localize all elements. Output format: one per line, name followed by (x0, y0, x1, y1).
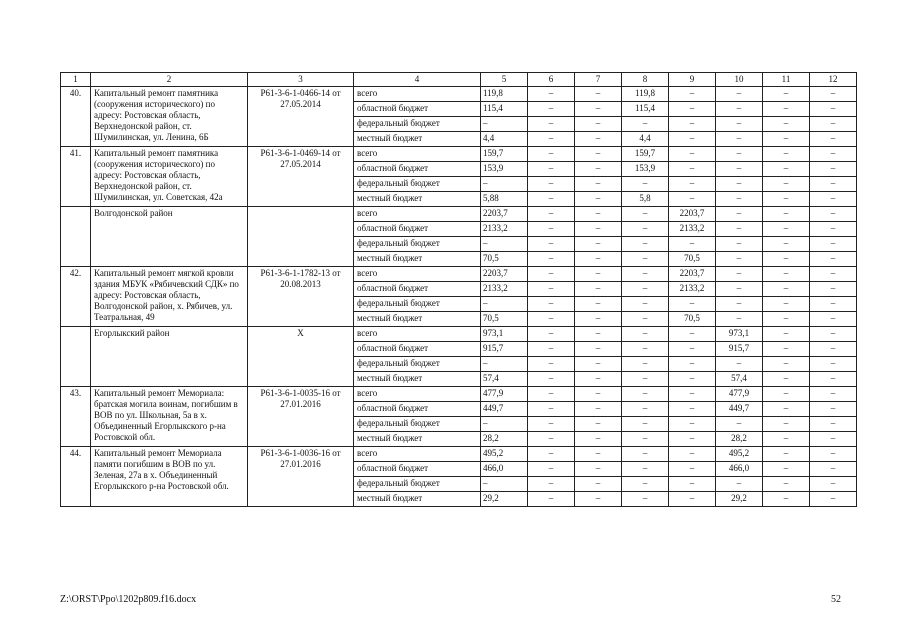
value-cell: – (716, 267, 763, 282)
value-cell: 29,2 (481, 492, 528, 507)
value-cell: – (763, 402, 810, 417)
value-cell: 119,8 (481, 87, 528, 102)
value-cell: 4,4 (622, 132, 669, 147)
value-cell: – (763, 207, 810, 222)
value-cell: – (810, 357, 857, 372)
budget-type: федеральный бюджет (354, 417, 481, 432)
value-cell: – (622, 477, 669, 492)
value-cell: – (575, 387, 622, 402)
value-cell: – (763, 132, 810, 147)
value-cell: – (575, 297, 622, 312)
value-cell: – (810, 102, 857, 117)
value-cell: – (575, 447, 622, 462)
table-row (61, 147, 857, 162)
value-cell: 973,1 (716, 327, 763, 342)
value-cell: – (763, 372, 810, 387)
value-cell: – (575, 162, 622, 177)
value-cell: – (575, 417, 622, 432)
value-cell: – (528, 222, 575, 237)
table-row (61, 87, 857, 102)
value-cell: – (528, 417, 575, 432)
value-cell: – (763, 147, 810, 162)
value-cell: 915,7 (481, 342, 528, 357)
value-cell: – (810, 252, 857, 267)
value-cell: 5,88 (481, 192, 528, 207)
value-cell: 28,2 (481, 432, 528, 447)
value-cell: – (810, 237, 857, 252)
value-cell: – (575, 207, 622, 222)
value-cell: 2203,7 (669, 267, 716, 282)
value-cell: – (575, 372, 622, 387)
value-cell: – (669, 447, 716, 462)
table-row (61, 207, 857, 222)
value-cell: – (810, 447, 857, 462)
value-cell: 153,9 (622, 162, 669, 177)
value-cell: 449,7 (716, 402, 763, 417)
value-cell: – (575, 117, 622, 132)
page-number: 52 (831, 594, 841, 605)
value-cell: – (763, 387, 810, 402)
row-number: 40. (61, 87, 91, 147)
value-cell: – (575, 477, 622, 492)
registration-code: Р61-3-6-1-0466-14 от 27.05.2014 (248, 87, 354, 147)
value-cell: – (622, 282, 669, 297)
row-number: 44. (61, 447, 91, 507)
value-cell: – (481, 417, 528, 432)
value-cell: – (669, 132, 716, 147)
value-cell: – (810, 117, 857, 132)
budget-type: федеральный бюджет (354, 177, 481, 192)
value-cell: – (810, 162, 857, 177)
value-cell: – (669, 477, 716, 492)
value-cell: – (810, 312, 857, 327)
value-cell: – (763, 252, 810, 267)
value-cell: – (810, 342, 857, 357)
value-cell: – (528, 477, 575, 492)
column-number-header-row (61, 73, 857, 87)
value-cell: – (575, 267, 622, 282)
value-cell: – (763, 447, 810, 462)
value-cell: – (528, 147, 575, 162)
value-cell: – (575, 147, 622, 162)
budget-type: областной бюджет (354, 282, 481, 297)
value-cell: – (622, 327, 669, 342)
value-cell: – (669, 372, 716, 387)
value-cell: 477,9 (481, 387, 528, 402)
value-cell: – (575, 132, 622, 147)
value-cell: – (622, 492, 669, 507)
value-cell: – (622, 252, 669, 267)
budget-type: всего (354, 447, 481, 462)
value-cell: 2203,7 (669, 207, 716, 222)
value-cell: – (669, 102, 716, 117)
value-cell: – (810, 87, 857, 102)
budget-type: федеральный бюджет (354, 357, 481, 372)
value-cell: – (716, 477, 763, 492)
value-cell: – (622, 447, 669, 462)
budget-type: всего (354, 207, 481, 222)
value-cell: – (622, 402, 669, 417)
value-cell: – (622, 417, 669, 432)
value-cell: – (481, 357, 528, 372)
value-cell: 2133,2 (481, 222, 528, 237)
value-cell: – (763, 357, 810, 372)
value-cell: – (622, 342, 669, 357)
value-cell: – (528, 312, 575, 327)
value-cell: – (810, 192, 857, 207)
value-cell: – (763, 312, 810, 327)
value-cell: – (481, 477, 528, 492)
column-header: 8 (622, 73, 669, 87)
value-cell: – (716, 297, 763, 312)
value-cell: – (716, 147, 763, 162)
value-cell: 153,9 (481, 162, 528, 177)
value-cell: – (622, 387, 669, 402)
value-cell: – (716, 102, 763, 117)
value-cell: – (669, 162, 716, 177)
row-number (61, 327, 91, 387)
budget-type: местный бюджет (354, 312, 481, 327)
value-cell: – (575, 432, 622, 447)
value-cell: – (622, 312, 669, 327)
value-cell: – (528, 267, 575, 282)
value-cell: 70,5 (481, 252, 528, 267)
value-cell: – (669, 492, 716, 507)
registration-code (248, 207, 354, 267)
value-cell: – (528, 342, 575, 357)
value-cell: 4,4 (481, 132, 528, 147)
column-header: 7 (575, 73, 622, 87)
value-cell: – (669, 192, 716, 207)
value-cell: – (575, 342, 622, 357)
value-cell: – (810, 492, 857, 507)
budget-type: местный бюджет (354, 372, 481, 387)
value-cell: – (575, 282, 622, 297)
value-cell: – (763, 342, 810, 357)
value-cell: – (763, 282, 810, 297)
value-cell: – (669, 297, 716, 312)
value-cell: – (669, 117, 716, 132)
value-cell: – (716, 132, 763, 147)
value-cell: 70,5 (669, 312, 716, 327)
value-cell: – (481, 117, 528, 132)
value-cell: – (622, 177, 669, 192)
column-header: 10 (716, 73, 763, 87)
value-cell: – (669, 327, 716, 342)
budget-type: федеральный бюджет (354, 117, 481, 132)
registration-code: Р61-3-6-1-1782-13 от 20.08.2013 (248, 267, 354, 327)
value-cell: – (810, 417, 857, 432)
table-row (61, 447, 857, 462)
value-cell: – (575, 327, 622, 342)
budget-type: всего (354, 327, 481, 342)
value-cell: 466,0 (481, 462, 528, 477)
value-cell: – (575, 252, 622, 267)
value-cell: – (716, 417, 763, 432)
table-row (61, 327, 857, 342)
budget-type: местный бюджет (354, 432, 481, 447)
value-cell: – (481, 237, 528, 252)
budget-type: местный бюджет (354, 252, 481, 267)
budget-type: всего (354, 147, 481, 162)
value-cell: – (810, 222, 857, 237)
value-cell: – (528, 117, 575, 132)
value-cell: – (669, 237, 716, 252)
value-cell: – (528, 372, 575, 387)
budget-table (60, 72, 857, 507)
object-name: Волгодонской район (91, 207, 248, 267)
object-name: Егорлыкский район (91, 327, 248, 387)
column-header: 12 (810, 73, 857, 87)
value-cell: – (810, 147, 857, 162)
value-cell: – (669, 402, 716, 417)
value-cell: – (716, 87, 763, 102)
value-cell: – (528, 402, 575, 417)
value-cell: 115,4 (622, 102, 669, 117)
value-cell: – (575, 462, 622, 477)
value-cell: – (528, 492, 575, 507)
value-cell: – (622, 372, 669, 387)
object-name: Капитальный ремонт Мемориала памяти погибшим в ВОВ по ул. Зеленая, 27а в х. Объединенный Егорлыкского р-на Ростовской обл. (91, 447, 248, 507)
value-cell: – (669, 87, 716, 102)
value-cell: 70,5 (481, 312, 528, 327)
value-cell: – (763, 192, 810, 207)
value-cell: – (528, 177, 575, 192)
table-row (61, 267, 857, 282)
value-cell: 915,7 (716, 342, 763, 357)
value-cell: 2133,2 (481, 282, 528, 297)
object-name: Капитальный ремонт памятника (сооружения исторического) по адресу: Ростовская область, Верхнедонской район, ст. Шумилинская, ул. Ленина, 6Б (91, 87, 248, 147)
value-cell: 57,4 (716, 372, 763, 387)
column-header: 11 (763, 73, 810, 87)
value-cell: – (763, 177, 810, 192)
registration-code: Р61-3-6-1-0036-16 от 27.01.2016 (248, 447, 354, 507)
value-cell: – (481, 177, 528, 192)
value-cell: – (669, 432, 716, 447)
value-cell: – (763, 162, 810, 177)
value-cell: – (528, 447, 575, 462)
value-cell: – (716, 312, 763, 327)
value-cell: – (810, 177, 857, 192)
value-cell: 28,2 (716, 432, 763, 447)
row-number (61, 207, 91, 267)
table-row (61, 387, 857, 402)
column-header: 6 (528, 73, 575, 87)
value-cell: – (622, 357, 669, 372)
value-cell: – (716, 252, 763, 267)
value-cell: – (528, 357, 575, 372)
budget-type: областной бюджет (354, 402, 481, 417)
value-cell: – (481, 297, 528, 312)
object-name: Капитальный ремонт памятника (сооружения исторического) по адресу: Ростовская область, Верхнедонской район, ст. Шумилинская, ул. Советская, 42а (91, 147, 248, 207)
object-name: Капитальный ремонт мягкой кровли здания МБУК «Рябичевский СДК» по адресу: Ростовская область, Волгодонской район, х. Рябичев, ул. Театральная, 49 (91, 267, 248, 327)
value-cell: 2203,7 (481, 267, 528, 282)
value-cell: – (528, 432, 575, 447)
value-cell: 449,7 (481, 402, 528, 417)
budget-type: областной бюджет (354, 102, 481, 117)
value-cell: – (763, 417, 810, 432)
budget-type: областной бюджет (354, 222, 481, 237)
document-file-path: Z:\ORST\Ppo\1202p809.f16.docx (60, 594, 197, 605)
value-cell: – (763, 237, 810, 252)
value-cell: – (528, 192, 575, 207)
budget-type: всего (354, 87, 481, 102)
value-cell: – (528, 132, 575, 147)
object-name: Капитальный ремонт Мемориала: братская могила воинам, погибшим в ВОВ по ул. Школьная, 5а в х. Объединенный Егорлыкского р-на Ростовской обл. (91, 387, 248, 447)
value-cell: – (622, 297, 669, 312)
value-cell: – (528, 387, 575, 402)
value-cell: – (528, 162, 575, 177)
value-cell: – (575, 102, 622, 117)
value-cell: – (575, 192, 622, 207)
value-cell: – (716, 237, 763, 252)
value-cell: – (669, 417, 716, 432)
value-cell: – (575, 312, 622, 327)
value-cell: 973,1 (481, 327, 528, 342)
value-cell: – (716, 282, 763, 297)
value-cell: 495,2 (716, 447, 763, 462)
value-cell: – (763, 222, 810, 237)
value-cell: – (575, 402, 622, 417)
budget-type: местный бюджет (354, 492, 481, 507)
value-cell: – (528, 252, 575, 267)
value-cell: – (528, 297, 575, 312)
value-cell: 29,2 (716, 492, 763, 507)
budget-type: местный бюджет (354, 192, 481, 207)
value-cell: – (669, 177, 716, 192)
registration-code: Р61-3-6-1-0035-16 от 27.01.2016 (248, 387, 354, 447)
registration-code: Р61-3-6-1-0469-14 от 27.05.2014 (248, 147, 354, 207)
value-cell: 159,7 (622, 147, 669, 162)
column-header: 3 (248, 73, 354, 87)
value-cell: – (528, 207, 575, 222)
value-cell: – (763, 462, 810, 477)
value-cell: – (810, 207, 857, 222)
value-cell: – (622, 207, 669, 222)
value-cell: – (763, 117, 810, 132)
value-cell: 2133,2 (669, 282, 716, 297)
value-cell: – (810, 372, 857, 387)
budget-type: федеральный бюджет (354, 237, 481, 252)
value-cell: – (810, 327, 857, 342)
value-cell: – (810, 432, 857, 447)
budget-type: местный бюджет (354, 132, 481, 147)
value-cell: – (575, 357, 622, 372)
budget-type: федеральный бюджет (354, 297, 481, 312)
value-cell: – (528, 87, 575, 102)
value-cell: – (716, 207, 763, 222)
value-cell: – (810, 402, 857, 417)
value-cell: 2203,7 (481, 207, 528, 222)
budget-type: всего (354, 267, 481, 282)
value-cell: – (528, 102, 575, 117)
value-cell: 5,8 (622, 192, 669, 207)
value-cell: – (763, 267, 810, 282)
value-cell: – (528, 282, 575, 297)
value-cell: – (622, 222, 669, 237)
value-cell: 477,9 (716, 387, 763, 402)
column-header: 4 (354, 73, 481, 87)
value-cell: – (810, 297, 857, 312)
value-cell: – (669, 147, 716, 162)
value-cell: – (810, 477, 857, 492)
column-header: 2 (91, 73, 248, 87)
value-cell: – (810, 282, 857, 297)
value-cell: – (575, 492, 622, 507)
value-cell: – (622, 117, 669, 132)
value-cell: – (810, 267, 857, 282)
value-cell: – (528, 462, 575, 477)
value-cell: – (810, 132, 857, 147)
value-cell: – (669, 342, 716, 357)
value-cell: 70,5 (669, 252, 716, 267)
budget-type: всего (354, 387, 481, 402)
value-cell: – (716, 192, 763, 207)
row-number: 42. (61, 267, 91, 327)
value-cell: – (575, 222, 622, 237)
value-cell: – (716, 177, 763, 192)
value-cell: – (716, 162, 763, 177)
value-cell: – (622, 462, 669, 477)
value-cell: – (575, 237, 622, 252)
value-cell: – (763, 492, 810, 507)
value-cell: 57,4 (481, 372, 528, 387)
value-cell: – (810, 387, 857, 402)
value-cell: 115,4 (481, 102, 528, 117)
value-cell: – (622, 432, 669, 447)
value-cell: – (669, 357, 716, 372)
value-cell: 119,8 (622, 87, 669, 102)
value-cell: – (716, 117, 763, 132)
value-cell: – (763, 327, 810, 342)
value-cell: – (669, 387, 716, 402)
budget-type: областной бюджет (354, 162, 481, 177)
value-cell: – (810, 462, 857, 477)
value-cell: – (716, 357, 763, 372)
column-header: 1 (61, 73, 91, 87)
value-cell: – (669, 462, 716, 477)
row-number: 43. (61, 387, 91, 447)
row-number: 41. (61, 147, 91, 207)
value-cell: 466,0 (716, 462, 763, 477)
value-cell: – (528, 327, 575, 342)
column-header: 9 (669, 73, 716, 87)
value-cell: – (763, 297, 810, 312)
value-cell: – (763, 102, 810, 117)
value-cell: – (622, 267, 669, 282)
value-cell: 2133,2 (669, 222, 716, 237)
value-cell: – (575, 87, 622, 102)
value-cell: – (763, 87, 810, 102)
budget-type: областной бюджет (354, 462, 481, 477)
value-cell: 159,7 (481, 147, 528, 162)
budget-type: федеральный бюджет (354, 477, 481, 492)
value-cell: – (763, 432, 810, 447)
registration-code: Х (248, 327, 354, 387)
value-cell: – (622, 237, 669, 252)
column-header: 5 (481, 73, 528, 87)
value-cell: – (528, 237, 575, 252)
value-cell: 495,2 (481, 447, 528, 462)
value-cell: – (763, 477, 810, 492)
value-cell: – (716, 222, 763, 237)
value-cell: – (575, 177, 622, 192)
budget-type: областной бюджет (354, 342, 481, 357)
